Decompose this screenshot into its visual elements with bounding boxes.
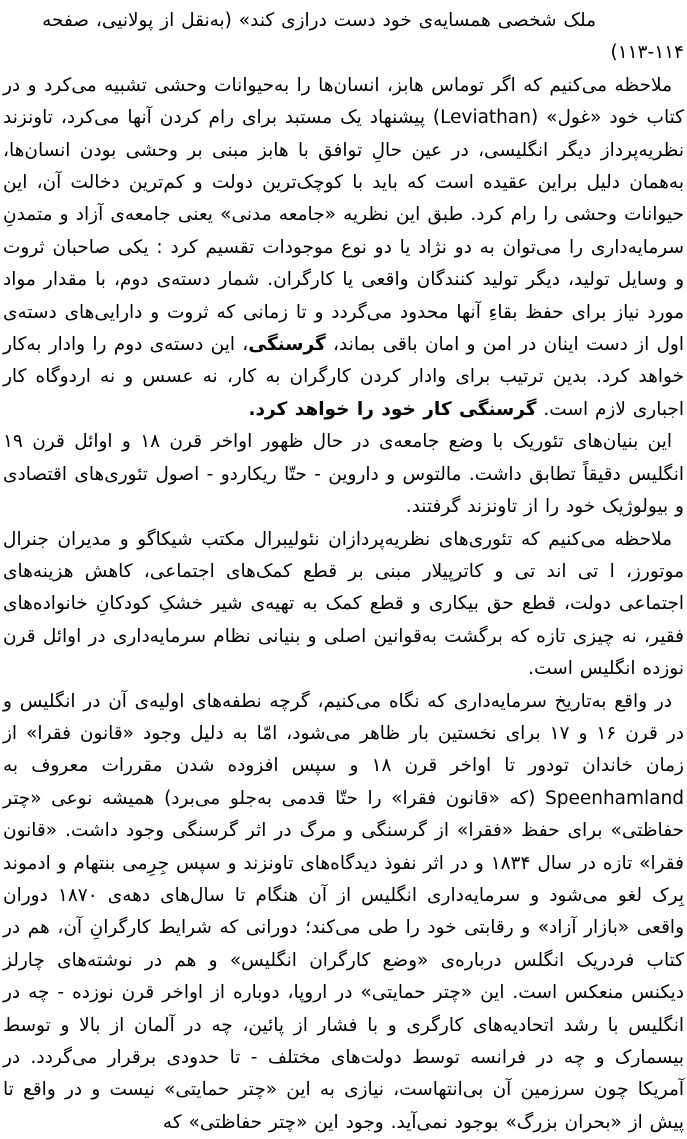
bold-text-run: گرسنگی کار خود را خواهد کرد. [248, 398, 537, 420]
paragraph-neoliberal-chicago [3, 524, 684, 686]
bold-text-run: گرسنگی [248, 334, 326, 356]
text-run: در واقع به‌تاریخ سرمایه‌داری که نگاه می‌کنیم، گرچه نطفه‌های اولیه‌ی آن در انگلیس و در قرن ۱۶ و ۱۷ برای نخستین بار ظاهر می‌شود، امّا به دلیل وجود «قانون فقرا» از زمان خاندان تودور تا اواخر قرن ۱۸ و سپس افزوده شدن مقررات معروف به Speenhamland (که «قانون فقرا» را حتّا قدمی به‌جلو می‌برد) همیشه نوعی «چتر حفاظتی» برای حفظ «فقرا» از گرسنگی و مرگ در اثر گرسنگی وجود داشت. «قانون فقرا» تازه در سال ۱۸۳۴ و در اثر نفوذ دیدگاه‌های تاونزند و سپس جِرِمی بنتهام و ادموند بِرک لغو می‌شود و سرمایه‌داری انگلیس از آن هنگام تا سال‌های دهه‌ی ۱۸۷۰ دوران واقعی «بازار آزاد» و رقابتی خود را طی می‌کند؛ دورانی که شرایط کارگرانِ آن، هم در کتاب فردریک انگلس درباره‌ی «وضع کارگران انگلیس» و هم در نوشته‌های چارلز دیکنس منعکس است. این «چتر حمایتی» در اروپا، دوباره از اواخر قرن نوزده - چه در انگلیس با رشد اتحادیه‌های کارگری و با فشار از پائین، چه در آلمان از بالا و توسط بیسمارک و چه در فرانسه توسط دولت‌های مختلف - تا حدودی برقرار می‌گردد. در آمریکا چون سرزمین آن بی‌انتهاست، نیازی به این «چتر حمایتی» نیست و در واقع تا پیش از «بحران بزرگ» بوجود نمی‌آید. وجود این «چتر حفاظتی» که [3, 690, 684, 1133]
paragraph-hobbes-townsend [3, 70, 684, 426]
text-run: ملاحظه می‌کنیم که اگر توماس هابز، انسان‌ها را به‌حیوانات وحشی تشبیه می‌کرد و در کتاب خود «غول» (Leviathan) پیشنهاد یک مستبد برای رام کردن آنها می‌کرد، تاونزند نظریه‌پرداز دیگر انگلیسی، در عین حالِ توافق با هابز مبنی بر وحشی بودن انسان‌ها، به‌همان دلیل براین عقیده است که باید با کوچک‌ترین دولت و کم‌ترین دخالت آن، این حیوانات وحشی را رام کرد. طبق این نظریه «جامعه مدنی» یعنی جامعه‌ی آزاد و متمدنِ سرمایه‌داری را می‌توان به دو نژاد یا دو نوع موجودات تقسیم کرد : یکی صاحبان ثروت و وسایل تولید، دیگر تولید کنندگان واقعی یا کارگران. شمار دسته‌ی دوم، با مقدار مواد مورد نیاز برای حفظ بقاءِ آنها محدود می‌گردد و تا زمانی که ثروت و دارایی‌های دسته‌ی اول از دست اینان در امن و امان باقی بماند، [3, 74, 684, 356]
text-run: ، این دسته‌ی دوم را وادار به‌کار خواهد کرد. بدین ترتیب برای وادار کردن کارگران به کار، نه عسس و نه اردوگاه کار اجباری لازم است. [3, 334, 684, 420]
text-run: ملک شخصی همسایه‌ی خود دست درازی کند» (به‌نقل از پولانیی، صفحه ۱۱۴-۱۱۳) [42, 10, 684, 64]
paragraph-quote-continuation [3, 5, 684, 70]
paragraph-theoretic-foundations [3, 426, 684, 523]
text-run: ملاحظه می‌کنیم که تئوری‌های نظریه‌پردازان نئولیبرال مکتب شیکاگو و مدیران جنرال موتورز، ا تی اند تی و کاترپیلار مبنی بر قطع کمک‌های اجتماعی، کاهش هزینه‌های اجتماعی دولت، قطع حق بیکاری و قطع کمک به تهیه‌ی شیر خشکِ کودکانِ خانواده‌های فقیر، نه چیزی تازه که برگشت به‌قوانین اصلی و بنیانی نظام سرمایه‌داری در اوائل قرن نوزده انگلیس است. [3, 528, 684, 680]
text-run: این بنیان‌های تئوریک با وضع جامعه‌ی در حال ظهور اواخر قرن ۱۸ و اوائل قرن ۱۹ انگلیس دقیقاً تطابق داشت. مالتوس و داروین - حتّا ریکاردو - اصول تئوری‌های اقتصادی و بیولوژیک خود را از تاونزند گرفتند. [3, 431, 684, 518]
paragraph-history-of-capitalism [3, 686, 684, 1139]
